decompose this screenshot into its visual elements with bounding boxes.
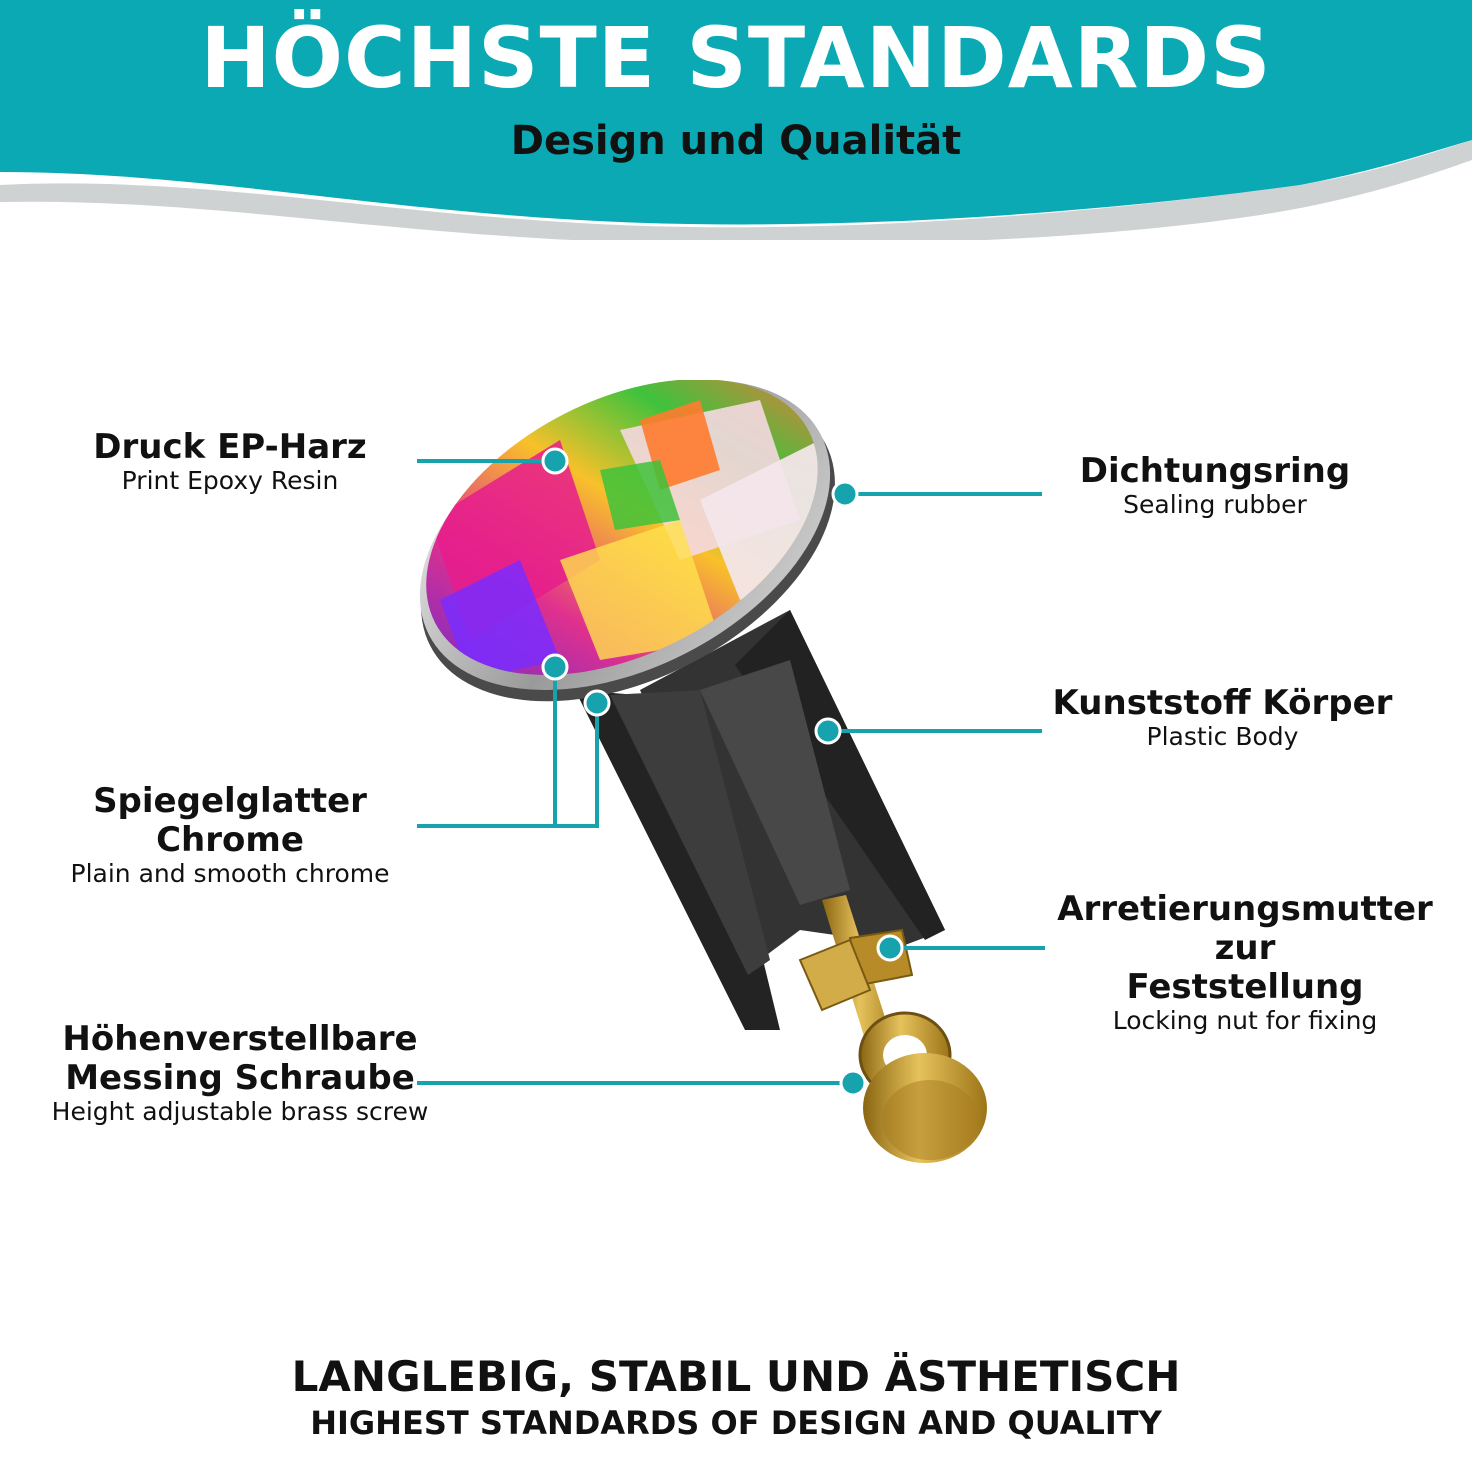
callout-dot-screw (841, 1071, 865, 1095)
label-sealing-en: Sealing rubber (1123, 490, 1307, 520)
label-nut-de2: Feststellung (1126, 967, 1364, 1008)
label-screw-en: Height adjustable brass screw (51, 1097, 429, 1127)
callout-dot-resin (543, 449, 567, 473)
label-screw (40, 1020, 440, 1127)
label-chrome-de: Spiegelglatter Chrome (93, 781, 367, 861)
label-resin-de: Druck EP-Harz (93, 427, 367, 467)
label-chrome-en: Plain and smooth chrome (70, 859, 390, 889)
page-title: HÖCHSTE STANDARDS (200, 9, 1272, 107)
label-chrome (30, 782, 430, 889)
callout-dot-sealing (833, 482, 857, 506)
page-subtitle: Design und Qualität (510, 118, 962, 164)
label-sealing (1050, 452, 1380, 520)
label-body-de: Kunststoff Körper (1052, 683, 1393, 723)
footer-tagline-en: HIGHEST STANDARDS OF DESIGN AND QUALITY (310, 1404, 1162, 1442)
label-nut (1045, 890, 1445, 1036)
callout-dot-body (816, 719, 840, 743)
label-screw-de1: Höhenverstellbare (62, 1019, 418, 1059)
callout-dot-nut (878, 936, 902, 960)
label-body (1050, 684, 1395, 752)
label-body-en: Plastic Body (1146, 722, 1299, 752)
footer-tagline-de: LANGLEBIG, STABIL UND ÄSTHETISCH (291, 1352, 1181, 1401)
label-resin-en: Print Epoxy Resin (121, 466, 339, 496)
label-sealing-de: Dichtungsring (1079, 451, 1351, 491)
label-resin (60, 428, 400, 496)
label-nut-en: Locking nut for fixing (1112, 1006, 1378, 1036)
label-nut-de1: Arretierungsmutter zur (1057, 889, 1433, 969)
label-screw-de2: Messing Schraube (65, 1058, 415, 1099)
callout-dot-chrome-a (543, 655, 567, 679)
callout-dot-chrome-b (585, 691, 609, 715)
